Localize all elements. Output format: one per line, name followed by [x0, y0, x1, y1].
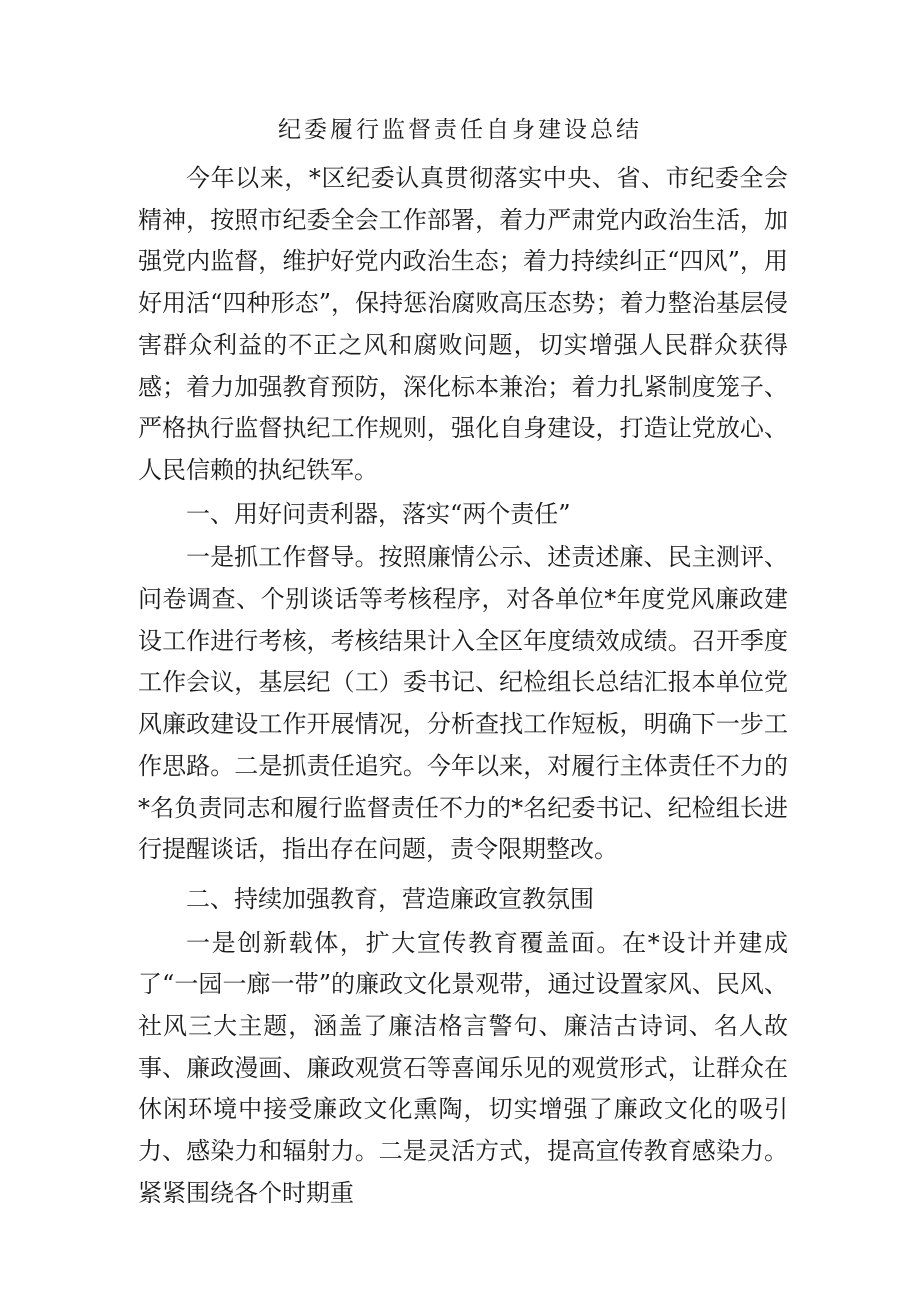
section-heading-1: 一、用好问责利器，落实“两个责任” [186, 499, 571, 528]
section-heading-2: 二、持续加强教育，营造廉政宣教氛围 [186, 884, 594, 913]
document-title: 纪委履行监督责任自身建设总结 [278, 117, 642, 143]
section-1-paragraph: 一是抓工作督导。按照廉情公示、述责述廉、民主测评、问卷调查、个别谈话等考核程序，对各单位*年度党风廉政建设工作进行考核，考核结果计入全区年度绩效成绩。召开季度工作会议，基层纪（工）委书记、纪检组长总结汇报本单位党风廉政建设工作开展情况，分析查找工作短板，明确下一步工作思路。二是抓责任追究。今年以来，对履行主体责任不力的*名负责同志和履行监督责任不力的*名纪委书记、纪检组长进行提醒谈话，指出存在问题，责令限期整改。 [138, 543, 788, 864]
section-2-paragraph: 一是创新载体，扩大宣传教育覆盖面。在*设计并建成了“一园一廊一带”的廉政文化景观带，通过设置家风、民风、社风三大主题，涵盖了廉洁格言警句、廉洁古诗词、名人故事、廉政漫画、廉政观赏石等喜闻乐见的观赏形式，让群众在休闲环境中接受廉政文化熏陶，切实增强了廉政文化的吸引力、感染力和辐射力。二是灵活方式，提高宣传教育感染力。紧紧围绕各个时期重 [138, 928, 788, 1207]
document-body [138, 158, 788, 1215]
intro-paragraph: 今年以来，*区纪委认真贯彻落实中央、省、市纪委全会精神，按照市纪委全会工作部署，着力严肃党内政治生活，加强党内监督，维护好党内政治生态；着力持续纠正“四风”，用好用活“四种形态”，保持惩治腐败高压态势；着力整治基层侵害群众利益的不正之风和腐败问题，切实增强人民群众获得感；着力加强教育预防，深化标本兼治；着力扎紧制度笼子、严格执行监督执纪工作规则，强化自身建设，打造让党放心、人民信赖的执纪铁军。 [138, 164, 788, 484]
